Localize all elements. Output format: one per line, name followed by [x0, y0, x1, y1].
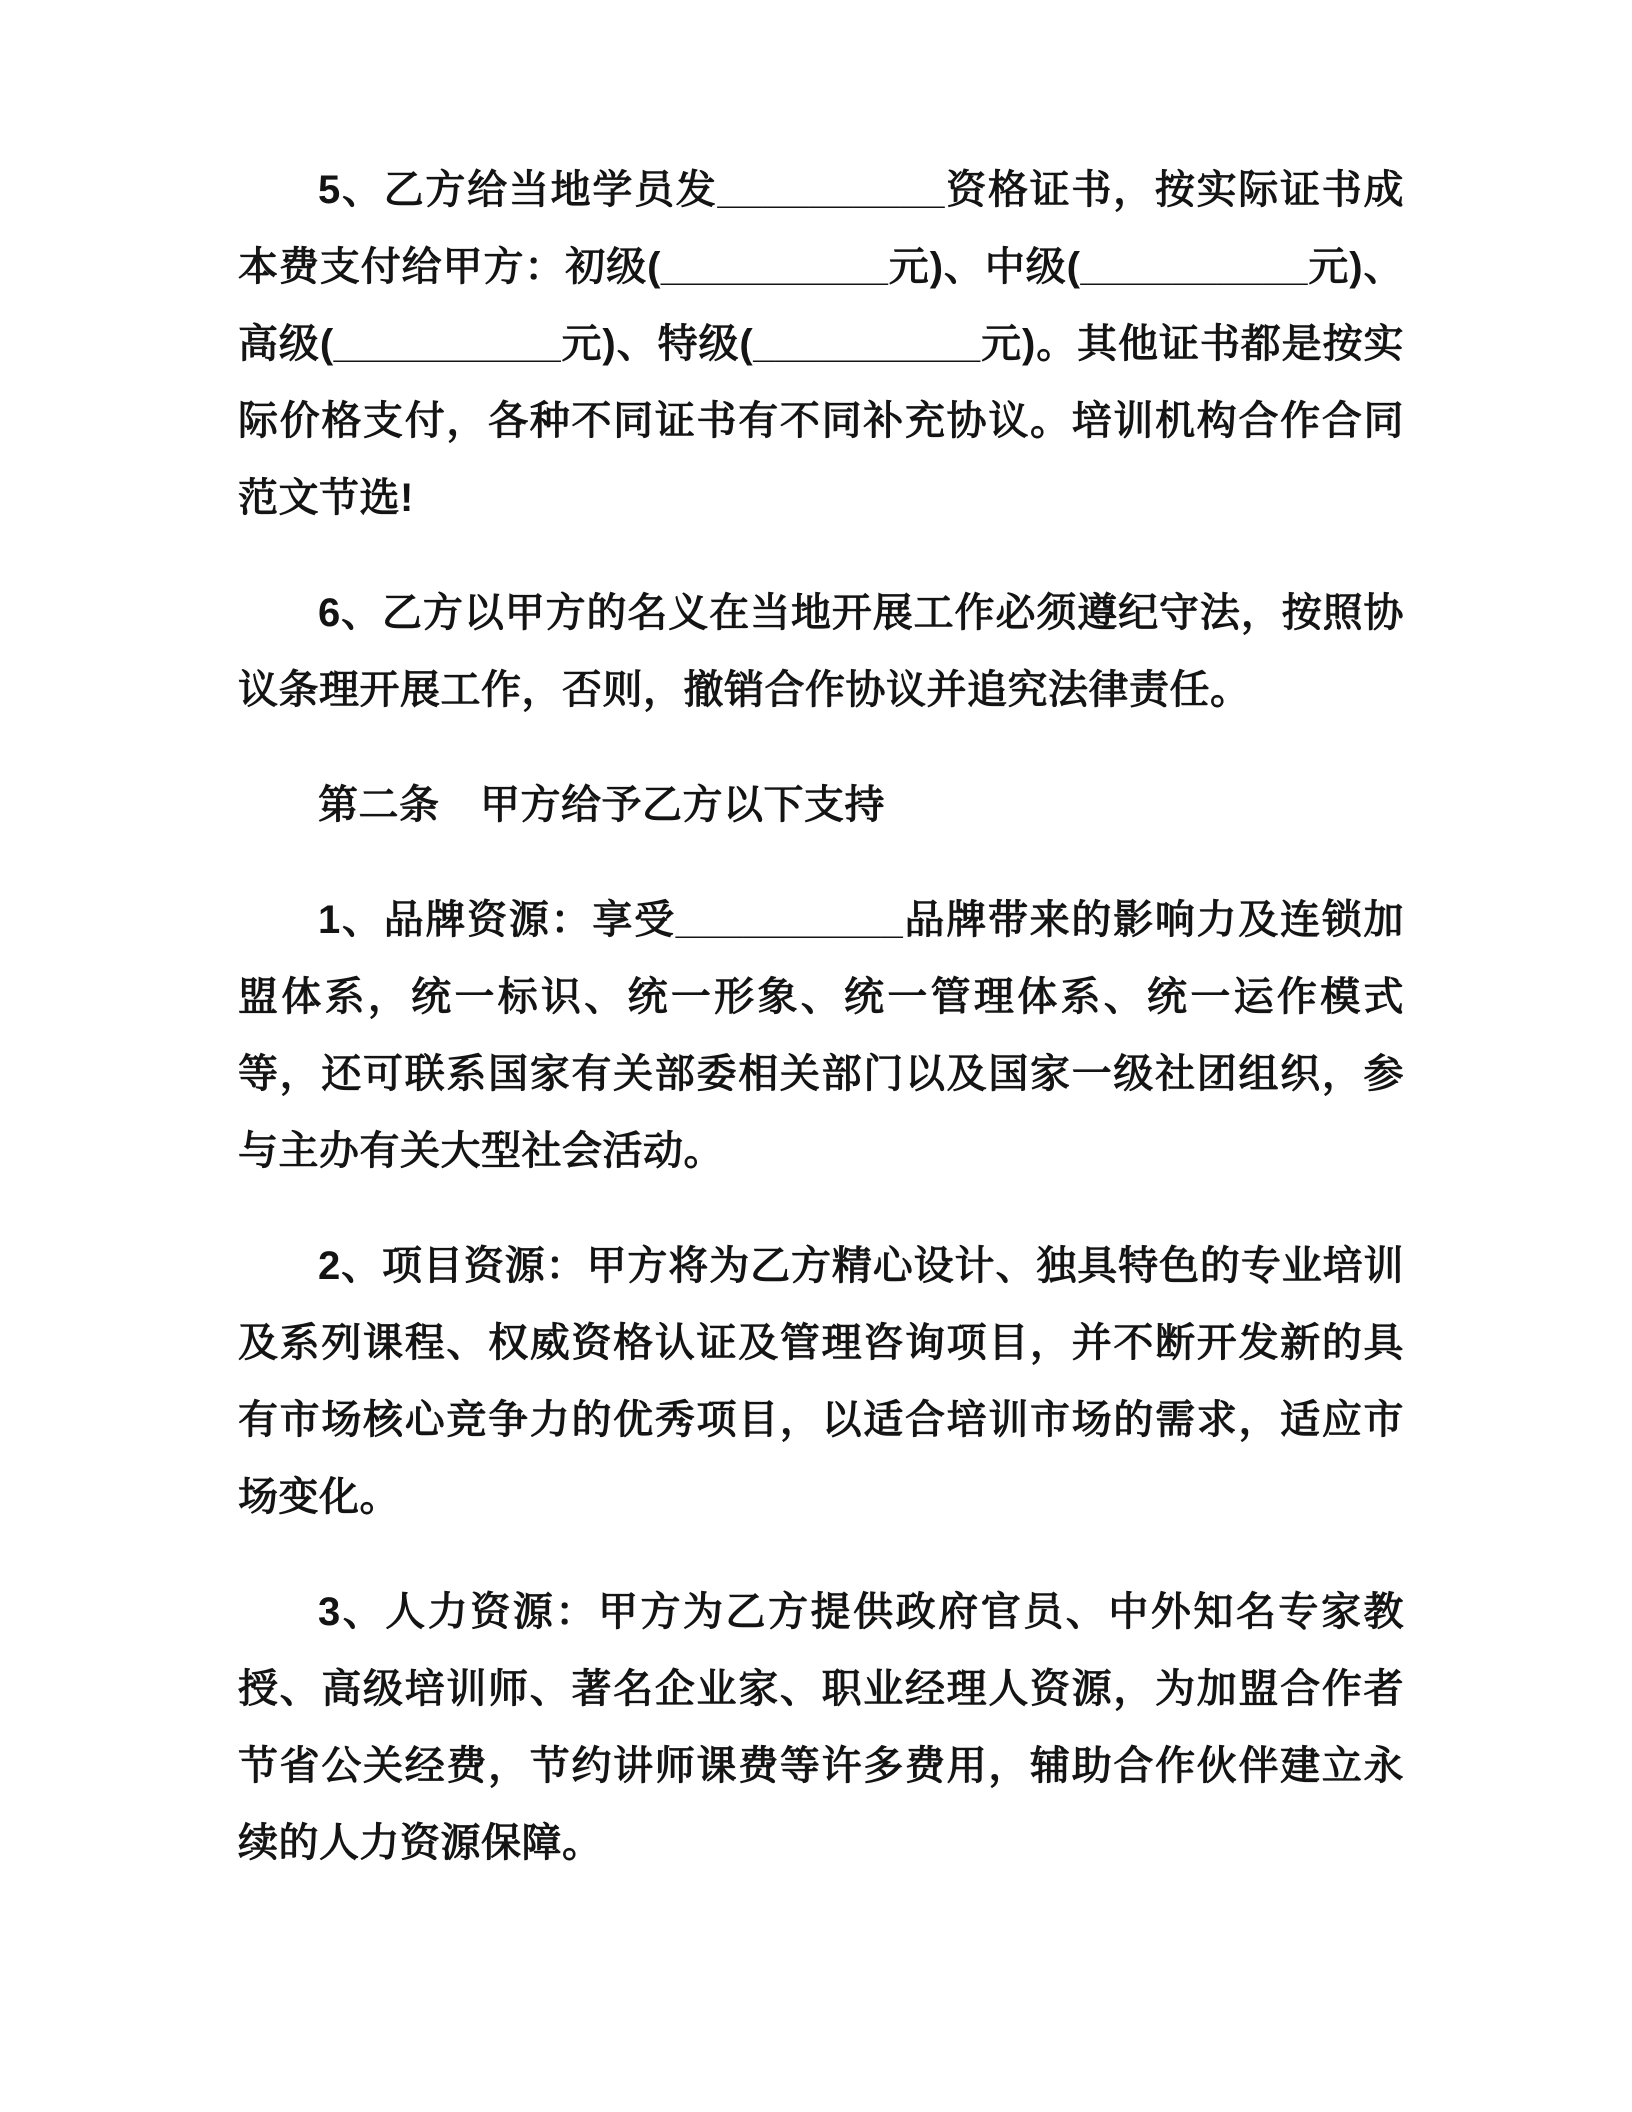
paragraph-certificate-fees: 5、乙方给当地学员发__________资格证书，按实际证书成本费支付给甲方：初级(__________元)、中级(__________元)、高级(__________元)、特级(__________元)。其他证书都是按实际价格支付，各种不同证书有不同补充协议。培训机构合作合同范文节选! [238, 168, 1404, 520]
section-heading-article-two: 第二条 甲方给予乙方以下支持 [318, 783, 885, 827]
document-body [238, 152, 1404, 1882]
paragraph-legal-compliance: 6、乙方以甲方的名义在当地开展工作必须遵纪守法，按照协议条理开展工作，否则，撤销合作协议并追究法律责任。 [238, 591, 1404, 712]
paragraph-brand-resources: 1、品牌资源：享受__________品牌带来的影响力及连锁加盟体系，统一标识、统一形象、统一管理体系、统一运作模式等，还可联系国家有关部委相关部门以及国家一级社团组织，参与主办有关大型社会活动。 [238, 898, 1404, 1173]
paragraph-human-resources: 3、人力资源：甲方为乙方提供政府官员、中外知名专家教授、高级培训师、著名企业家、职业经理人资源，为加盟合作者节省公关经费，节约讲师课费等许多费用，辅助合作伙伴建立永续的人力资源保障。 [238, 1590, 1404, 1865]
paragraph-project-resources: 2、项目资源：甲方将为乙方精心设计、独具特色的专业培训及系列课程、权威资格认证及管理咨询项目，并不断开发新的具有市场核心竞争力的优秀项目，以适合培训市场的需求，适应市场变化。 [238, 1244, 1404, 1519]
